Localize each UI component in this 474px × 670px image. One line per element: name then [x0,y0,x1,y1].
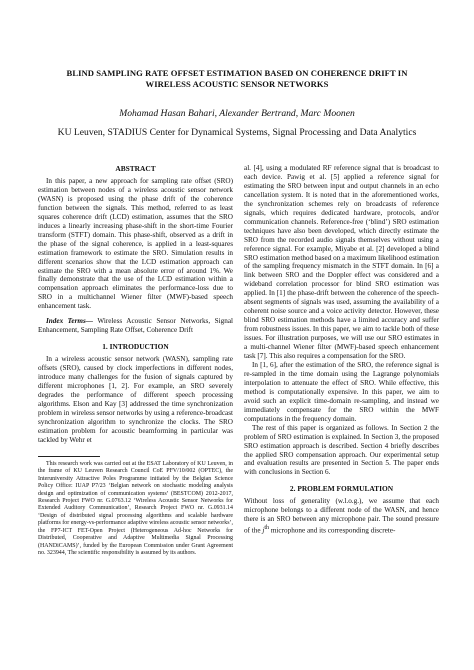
introduction-paragraph-3: In [1, 6], after the estimation of the SRO, the reference signal is re-sampled in the time domain using the Lagrange polynomials interpolation to attenuate the effect of SRO. While effective, this method is computationally expensive. In this paper, we aim to avoid such an explicit time-domain re-sampling, and instead we immediately compensate for the SRO within the MWF computations in the frequency domain. [244,360,439,423]
introduction-paragraph-2: al. [4], using a modulated RF reference signal that is broadcast to each device. Pawig et al. [5] applied a reference signal for estimating the SRO between input and output channels in an echo cancellation system. It is noted that in the aforementioned works, the synchronization schemes rely on broadcasts of reference signals, which requires dedicated hardware, protocols, and/or communication channels. Reference-free (‘blind’) SRO estimation techniques have also been developed, which directly estimate the SRO from the recorded audio signals themselves without using a reference signal. For example, Miyabe et al. [2] developed a blind SRO estimation method based on a maximum likelihood estimation of the sampling frequency mismatch in the STFT domain. In [6] a link between SRO and the Doppler effect was considered and a wideband correlation processor for blind SRO estimation was applied. In [1] the phase-drift between the coherence of the speech-absent segments of signals was used, assuming the availability of a coherent noise source and a voice activity detector. However, these blind SRO estimation methods have a limited accuracy and suffer from robustness issues. In this paper, we aim to tackle both of these issues. For illustration purposes, we will use our SRO estimates in a multi-channel Wiener filter (MWF)-based speech enhancement task [7]. This also requires a compensation for the SRO. [244,164,439,361]
right-column [244,164,439,536]
abstract-heading: ABSTRACT [115,164,156,173]
paper-authors: Mohamad Hasan Bahari, Alexander Bertrand, Marc Moonen [119,108,355,119]
paper-title [40,68,434,90]
index-terms-text: Wireless Acoustic Sensor Networks, Signal Enhancement, Sampling Rate Offset, Coherence Drift [38,317,233,335]
paper-title-line-1: BLIND SAMPLING RATE OFFSET ESTIMATION BASED ON COHERENCE DRIFT IN [66,68,408,78]
index-terms [38,317,233,335]
index-terms-label: Index Terms— [46,317,93,326]
paper-title-line-2: WIRELESS ACOUSTIC SENSOR NETWORKS [145,79,329,89]
introduction-heading: 1. INTRODUCTION [102,342,169,352]
microphone-index-variable: j [262,526,265,535]
paper-affiliation: KU Leuven, STADIUS Center for Dynamical Systems, Signal Processing and Data Analytics [57,127,417,138]
problem-text-start: Without loss of generality (w.l.o.g.), we assume that each microphone belongs to a different node of the WASN, and hence there is an SRO between any microphone pair. The sound pressure of the [244,497,439,535]
problem-formulation-heading: 2. PROBLEM FORMULATION [289,484,394,494]
footnote-rule [38,456,100,457]
abstract-text: In this paper, a new approach for sampling rate offset (SRO) estimation between nodes of a wireless acoustic sensor network (WASN) is proposed using the phase drift of the coherence function between the signals. This method, referred to as least squares coherence drift (LCD) estimation, assumes that the SRO induces a linearly increasing phase-shift in the short-time Fourier transform (STFT) domain. This phase-shift, observed as a drift in the phase of the signal coherence, is applied in a least-squares estimation framework to estimate the SRO. Simulation results in different scenarios show that the LCD estimation approach can estimate the SRO with a mean absolute error of around 1%. We finally demonstrate that the use of the LCD estimation within a compensation approach eliminates the performance-loss due to SRO in a multichannel Wiener filter (MWF)-based speech enhancement task. [38,177,233,311]
problem-formulation-paragraph [244,497,439,535]
footnote-text: This research work was carried out at the ESAT Laboratory of KU Leuven, in the frame of KU Leuven Research Council CoE PFV/10/002 (OPTEC), the Interuniversity Attractive Poles Programme initiated by the Belgian Science Policy Office: IUAP P7/23 ‘Belgian network on stochastic modeling analysis design and optimization of communication systems’ (BESTCOM) 2012-2017, Research Project FWO nr. G.0763.12 ‘Wireless Acoustic Sensor Networks for Extended Auditory Communication’, Research Project FWO nr. G.0931.14 ‘Design of distributed signal processing algorithms and scalable hardware platforms for energy-vs-performance adaptive wireless acoustic sensor networks’, the FP7-ICT FET-Open Project (Heterogeneous Ad-hoc Networks for Distributed, Cooperative and Adaptive Multimedia Signal Processing (HANDiCAMS)’, funded by the European Commission under Grant Agreement no. 323944, The scientific responsibility is assumed by its authors. [38,460,233,557]
left-column [38,164,233,558]
introduction-paragraph-4: The rest of this paper is organized as follows. In Section 2 the problem of SRO estimation is explained. In Section 3, the proposed SRO estimation approach is described. Section 4 briefly describes the applied SRO compensation approach. Our experimental setup and evaluation results are presented in Section 5. The paper ends with conclusions in Section 6. [244,423,439,477]
problem-text-end: microphone and its corresponding discrete- [269,526,396,535]
introduction-paragraph-1: In a wireless acoustic sensor network (WASN), sampling rate offsets (SRO), caused by clock imperfections in different nodes, introduce many challenges for the fusion of signals captured by different microphones [1, 2]. For example, an SRO severely degrades the performance of different speech processing algorithms. Elson and Kay [3] addressed the time synchronization problem in wireless sensor networks by using a reference-broadcast synchronization algorithm to synchronize the clocks. The SRO estimation problem for acoustic beamforming in particular was tackled by Wehr et [38,355,233,444]
ordinal-superscript: th [264,525,270,532]
